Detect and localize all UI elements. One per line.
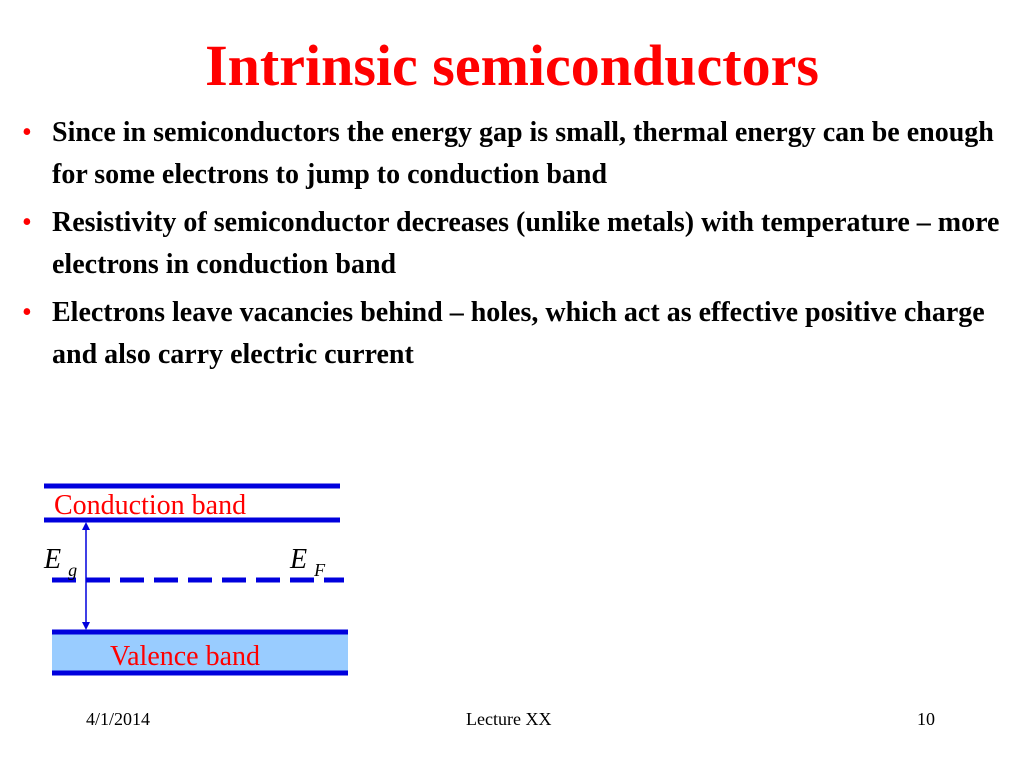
conduction-band-label: Conduction band bbox=[54, 490, 247, 521]
fermi-energy-label bbox=[289, 544, 326, 580]
bullet-list bbox=[18, 112, 1008, 382]
footer-lecture: Lecture XX bbox=[466, 709, 552, 729]
valence-band-label: Valence band bbox=[110, 641, 261, 672]
bullet-item bbox=[18, 112, 1008, 196]
bullet-text: Since in semiconductors the energy gap is small, thermal energy can be enough for some electrons to jump to conduction band bbox=[52, 117, 994, 190]
fermi-energy-subscript: F bbox=[314, 560, 326, 580]
band-diagram bbox=[0, 470, 380, 690]
fermi-energy-symbol: E bbox=[290, 544, 308, 575]
bullet-marker: • bbox=[22, 117, 32, 148]
footer-date: 4/1/2014 bbox=[86, 709, 151, 729]
footer-page-number: 10 bbox=[917, 709, 935, 729]
energy-gap-symbol: E bbox=[44, 544, 62, 575]
energy-gap-subscript: g bbox=[68, 560, 78, 580]
bullet-item bbox=[18, 202, 1008, 286]
energy-gap-arrow bbox=[82, 522, 90, 630]
bullet-marker: • bbox=[22, 297, 32, 328]
bullet-item bbox=[18, 292, 1008, 376]
slide-title: Intrinsic semiconductors bbox=[205, 33, 819, 98]
energy-gap-label bbox=[43, 544, 77, 580]
bullet-text: Resistivity of semiconductor decreases (unlike metals) with temperature – more electrons in conduction band bbox=[52, 207, 1000, 280]
bullet-marker: • bbox=[22, 207, 32, 238]
bullet-text: Electrons leave vacancies behind – holes, which act as effective positive charge and also carry electric current bbox=[52, 297, 985, 370]
